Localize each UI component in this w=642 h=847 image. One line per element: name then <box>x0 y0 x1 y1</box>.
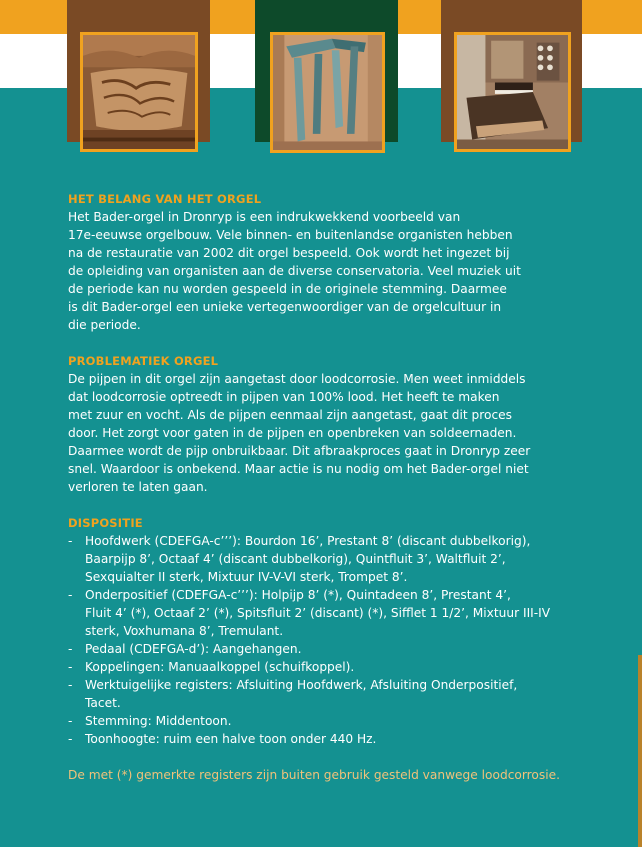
heading-dispositie: DISPOSITIE <box>68 516 143 530</box>
list-item: - Stemming: Middentoon. <box>68 714 232 728</box>
lead-pipe-photo <box>270 32 385 153</box>
organ-console-photo <box>454 32 571 152</box>
dispositie-list <box>68 532 588 748</box>
list-item: - Onderpositief (CDEFGA-c’’’): Holpijp 8’ (*), Quintadeen 8’, Prestant 4’, Fluit 4’ (*), Octaaf 2’ (*), Spitsfluit 2’ (discant) (*), Sifflet 1 1/2’, Mixtuur III-IV sterk, Voxhumana 8’, Tremulant. <box>68 588 551 638</box>
list-item: - Koppelingen: Manuaalkoppel (schuifkoppel). <box>68 660 355 674</box>
list-item: - Toonhoogte: ruim een halve toon onder 440 Hz. <box>68 732 377 746</box>
heading-belang: HET BELANG VAN HET ORGEL <box>68 192 262 206</box>
paragraph-problematiek: De pijpen in dit orgel zijn aangetast door loodcorrosie. Men weet inmiddels dat loodcorrosie optreedt in pijpen van 100% lood. Het heeft te maken met zuur en vocht. Als de pijpen eenmaal zijn aangetast, gaat dit proces door. Het zorgt voor gaten in de pijpen en openbreken van soldeernaden. Daarmee wordt de pijp onbruikbaar. Dit afbraakproces gaat in Dronryp zeer snel. Waardoor is onbekend. Maar actie is nu nodig om het Bader-orgel niet verloren te laten gaan. <box>68 372 531 494</box>
list-item: - Hoofdwerk (CDEFGA-c’’’): Bourdon 16’, Prestant 8’ (discant dubbelkorig), Baarpijp 8’, Octaaf 4’ (discant dubbelkorig), Quintfluit 3’, Waltfluit 2’, Sexquialter II sterk, Mixtuur IV-V-VI sterk, Trompet 8’. <box>68 534 531 584</box>
section-problematiek <box>68 352 588 496</box>
paragraph-belang: Het Bader-orgel in Dronryp is een indrukwekkend voorbeeld van 17e-eeuwse orgelbouw. Vele binnen- en buitenlandse organisten hebben na de restauratie van 2002 dit orgel bespeeld. Ook wordt het ingezet bij de opleiding van organisten aan de diverse conservatoria. Veel muziek uit de periode kan nu worden gespeeld in de originele stemming. Daarmee is dit Bader-orgel een unieke vertegenwoordiger van de orgelcultuur in die periode. <box>68 210 521 332</box>
footnote: De met (*) gemerkte registers zijn buiten gebruik gesteld vanwege loodcorrosie. <box>68 768 560 782</box>
edge-strip <box>638 655 642 847</box>
carved-ornament-photo <box>80 32 198 152</box>
list-item: - Werktuigelijke registers: Afsluiting Hoofdwerk, Afsluiting Onderpositief, Tacet. <box>68 678 518 710</box>
content-column <box>68 190 588 802</box>
section-belang <box>68 190 588 334</box>
heading-problematiek: PROBLEMATIEK ORGEL <box>68 354 219 368</box>
list-item: - Pedaal (CDEFGA-d’): Aangehangen. <box>68 642 302 656</box>
section-dispositie <box>68 514 588 784</box>
